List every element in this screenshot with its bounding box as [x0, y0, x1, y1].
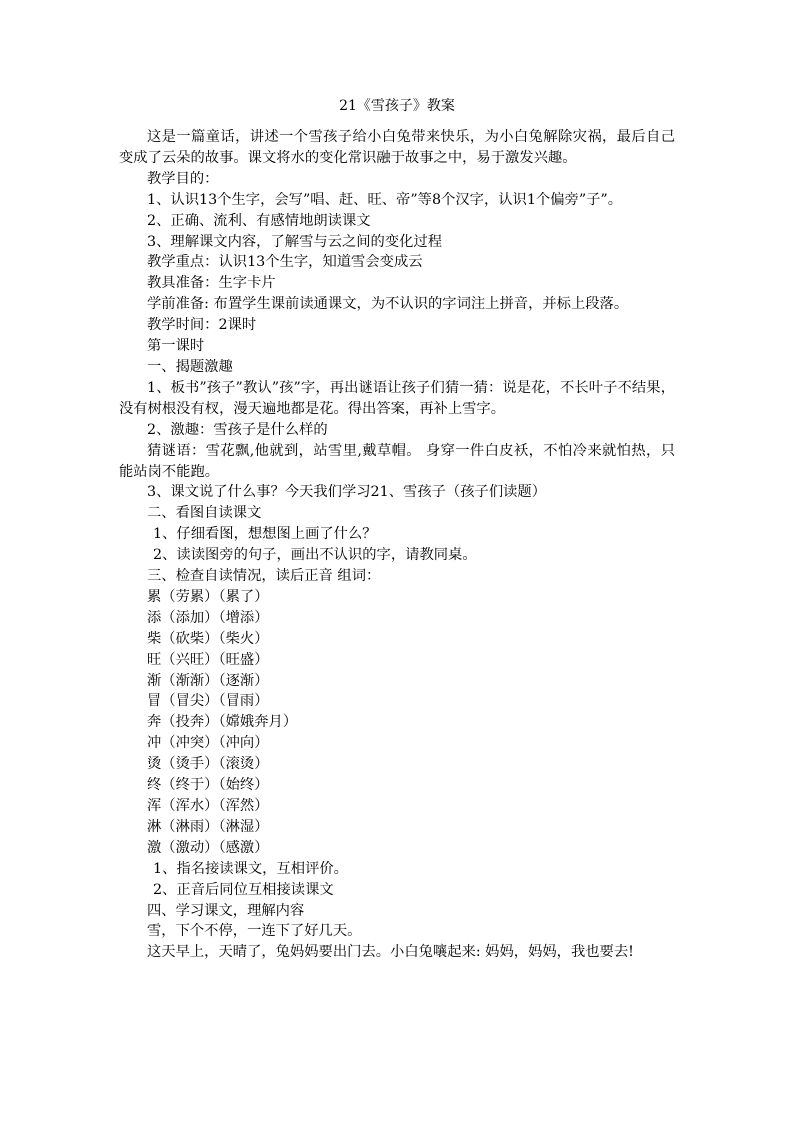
paragraph: 1、指名接读课文，互相评价。 — [153, 860, 348, 877]
paragraph: 2、正音后同位互相接读课文 — [153, 881, 334, 898]
vocab-line: 烫（烫手）（滚烫） — [147, 756, 269, 773]
vocab-line: 添（添加）（增添） — [147, 609, 269, 626]
vocab-line: 旺（兴旺）（旺盛） — [147, 651, 269, 668]
paragraph: 2、正确、流利、有感情地朗读课文 — [147, 212, 371, 229]
vocab-line: 柴（砍柴）（柴火） — [147, 630, 269, 647]
paragraph: 雪，下个不停，一连下了好几天。 — [147, 923, 362, 940]
paragraph: 2、读读图旁的句子，画出不认识的字，请教同桌。 — [153, 547, 477, 564]
paragraph: 1、认识13个生字，会写”唱、赶、旺、帝”等8个汉字，认识1个偏旁”子”。 — [147, 191, 623, 208]
vocab-line: 冲（冲突）（冲向） — [147, 735, 269, 752]
paragraph: 学前准备: 布置学生课前读通课文，为不认识的字词注上拼音，并标上段落。 — [147, 296, 629, 313]
paragraph: 教具准备：生字卡片 — [147, 275, 276, 292]
paragraph: 2、激趣：雪孩子是什么样的 — [147, 421, 328, 438]
section-heading: 四、学习课文，理解内容 — [147, 902, 305, 919]
intro-paragraph: 这是一篇童话，讲述一个雪孩子给小白兔带来快乐，为小白兔解除灾祸，最后自己变成了云朵的故事。课文将水的变化常识融于故事之中，易于激发兴趣。 — [119, 129, 675, 166]
vocab-line: 浑（浑水）（浑然） — [147, 798, 269, 814]
document-title: 21《雪孩子》教案 — [339, 98, 455, 114]
paragraph: 教学重点：认识13个生字，知道雪会变成云 — [147, 254, 423, 271]
section-heading: 三、检查自读情况，读后正音 组词： — [147, 568, 381, 585]
paragraph: 教学目的： — [147, 170, 219, 187]
paragraph: 1、仔细看图，想想图上画了什么？ — [153, 526, 377, 543]
vocab-line: 淋（淋雨）（淋湿） — [147, 818, 269, 835]
paragraph: 3、理解课文内容，了解雪与云之间的变化过程 — [147, 233, 443, 250]
vocab-line: 奔（投奔）（嫦娥奔月） — [147, 714, 298, 731]
vocab-line: 激（激动）（感激） — [147, 839, 269, 856]
document-body — [119, 127, 675, 963]
section-heading: 一、揭题激趣 — [147, 358, 233, 375]
paragraph: 猜谜语：雪花飘,他就到，站雪里,戴草帽。 身穿一件白皮袄，不怕冷来就怕热，只能站岗不能跑。 — [119, 442, 675, 480]
vocab-line: 渐（渐渐）（逐渐） — [147, 672, 269, 689]
vocab-line: 累（劳累）（累了） — [147, 588, 269, 605]
vocab-line: 冒（冒尖）（冒雨） — [147, 693, 269, 710]
vocab-line: 终（终于）（始终） — [147, 777, 269, 794]
section-heading: 二、看图自读课文 — [147, 505, 262, 522]
paragraph: 教学时间：2课时 — [147, 317, 257, 334]
section-heading: 第一课时 — [147, 338, 205, 355]
paragraph: 3、课文说了什么事？今天我们学习21、雪孩子（孩子们读题） — [147, 484, 547, 501]
paragraph: 这天早上，天晴了，兔妈妈要出门去。小白兔嚷起来: 妈妈，妈妈，我也要去! — [147, 944, 634, 961]
paragraph: 1、板书”孩子”教认”孩”字，再出谜语让孩子们猜一猜：说是花，不长叶子不结果，没有树根没有杈，漫天遍地都是花。得出答案，再补上雪字。 — [119, 379, 675, 417]
